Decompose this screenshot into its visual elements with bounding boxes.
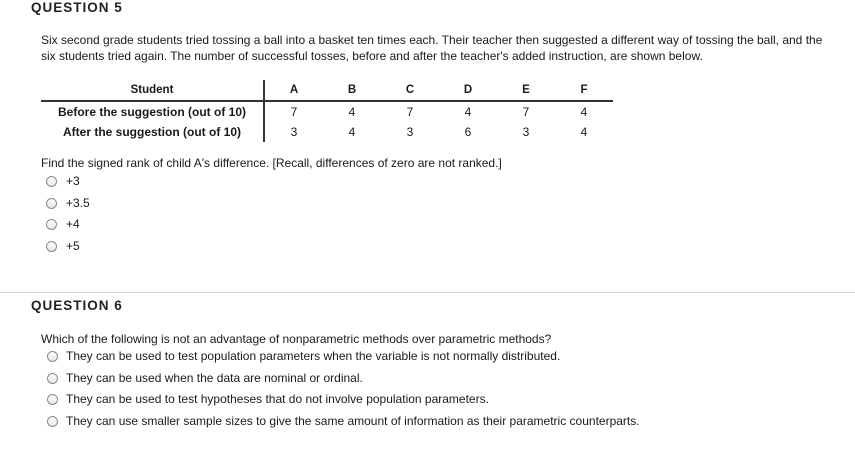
table-cell: 4: [348, 125, 356, 139]
row-label: After the suggestion (out of 10): [41, 122, 264, 142]
answer-option[interactable]: [46, 174, 80, 188]
column-header: C: [381, 80, 439, 101]
table-corner-label: Student: [41, 80, 264, 101]
option-label: +3: [66, 174, 80, 188]
answer-option[interactable]: [47, 392, 489, 406]
table-cell: 4: [580, 125, 588, 139]
table-row: [41, 101, 613, 122]
answer-option[interactable]: [46, 239, 80, 253]
question-5-header: QUESTION 5: [31, 0, 123, 15]
answer-option[interactable]: [47, 349, 560, 363]
answer-option[interactable]: [47, 371, 363, 385]
data-table: [41, 80, 613, 142]
option-label: They can be used to test population parameters when the variable is not normally distributed.: [66, 349, 561, 363]
column-header: D: [439, 80, 497, 101]
table-cell: 3: [290, 125, 298, 139]
radio-button[interactable]: [47, 351, 58, 362]
radio-button[interactable]: [46, 176, 57, 187]
question-5-text: Find the signed rank of child A's difference. [Recall, differences of zero are not ranked.]: [41, 156, 502, 170]
answer-option[interactable]: [46, 217, 80, 231]
row-label: Before the suggestion (out of 10): [41, 101, 264, 122]
question-5-prompt: Six second grade students tried tossing a ball into a basket ten times each. Their teacher then suggested a different way of tossing the ball, and the six students tried again. The number of successful tosses, before and after the teacher's added instruction, are shown below.: [41, 33, 823, 63]
option-label: They can be used to test hypotheses that do not involve population parameters.: [66, 392, 489, 406]
table-header-row: [41, 80, 613, 101]
table-cell: 3: [522, 125, 530, 139]
answer-option[interactable]: [46, 196, 90, 210]
table-cell: 6: [464, 125, 472, 139]
radio-button[interactable]: [46, 198, 57, 209]
column-header: B: [323, 80, 381, 101]
option-label: +5: [66, 239, 80, 253]
radio-button[interactable]: [47, 394, 58, 405]
radio-button[interactable]: [47, 373, 58, 384]
table-cell: 4: [580, 105, 588, 119]
table-cell: 7: [522, 105, 530, 119]
radio-button[interactable]: [46, 219, 57, 230]
column-header: F: [555, 80, 613, 101]
radio-button[interactable]: [46, 241, 57, 252]
table-row: [41, 122, 613, 142]
question-6-text: Which of the following is not an advantage of nonparametric methods over parametric methods?: [41, 332, 552, 346]
radio-button[interactable]: [47, 416, 58, 427]
table-cell: 4: [348, 105, 356, 119]
column-header: E: [497, 80, 555, 101]
option-label: +4: [66, 217, 80, 231]
option-label: +3.5: [66, 196, 90, 210]
question-6-header: QUESTION 6: [31, 298, 123, 313]
table-cell: 4: [464, 105, 472, 119]
option-label: They can be used when the data are nominal or ordinal.: [66, 371, 363, 385]
table-cell: 7: [290, 105, 298, 119]
table-cell: 3: [406, 125, 414, 139]
answer-option[interactable]: [47, 414, 640, 428]
table-cell: 7: [406, 105, 414, 119]
option-label: They can use smaller sample sizes to give the same amount of information as their parametric counterparts.: [66, 414, 640, 428]
column-header: A: [264, 80, 323, 101]
question-divider: [0, 292, 855, 293]
